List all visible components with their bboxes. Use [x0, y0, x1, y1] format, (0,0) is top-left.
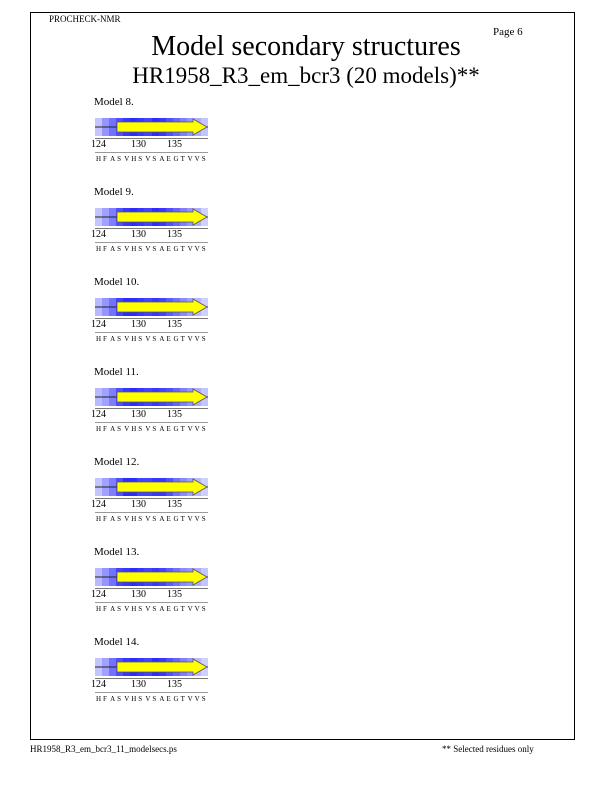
residue-letter: S	[138, 695, 143, 703]
residue-ruler	[95, 678, 208, 679]
sequence	[96, 245, 209, 253]
residue-letter: A	[159, 515, 165, 523]
residue-number: 130	[131, 229, 146, 240]
residue-letter: H	[131, 155, 137, 163]
footer-note: ** Selected residues only	[442, 744, 534, 754]
residue-letter: V	[187, 515, 193, 523]
residue-letter: H	[96, 155, 102, 163]
residue-letter: S	[201, 605, 206, 613]
model-label: Model 14.	[94, 636, 140, 648]
residue-letter: V	[194, 245, 200, 253]
residue-number: 130	[131, 319, 146, 330]
residue-letter: H	[131, 245, 137, 253]
strand-arrow	[117, 389, 207, 405]
page-title: Model secondary structures	[151, 31, 461, 62]
residue-letter: V	[145, 425, 151, 433]
residue-letter: S	[138, 425, 143, 433]
residue-letter: T	[180, 155, 185, 163]
footer-filename: HR1958_R3_em_bcr3_11_modelsecs.ps	[30, 744, 177, 754]
residue-letter: G	[173, 425, 179, 433]
beta-strand-arrow	[95, 208, 210, 226]
residue-letter: V	[145, 335, 151, 343]
residue-letter: G	[173, 155, 179, 163]
residue-ruler	[95, 318, 208, 319]
residue-letter: V	[145, 515, 151, 523]
strand-arrow	[117, 299, 207, 315]
residue-letter: S	[117, 605, 122, 613]
residue-ruler	[95, 408, 208, 409]
residue-letter: G	[173, 515, 179, 523]
model-block	[91, 546, 234, 634]
residue-letter: F	[103, 605, 107, 613]
residue-ruler	[95, 588, 208, 589]
strand-arrow	[117, 659, 207, 675]
residue-letter: A	[159, 155, 165, 163]
residue-letter: V	[124, 605, 130, 613]
residue-letter: A	[110, 335, 116, 343]
residue-number: 135	[167, 229, 182, 240]
model-label: Model 13.	[94, 546, 140, 558]
residue-letter: V	[194, 515, 200, 523]
residue-letter: S	[117, 335, 122, 343]
beta-strand-arrow	[95, 478, 210, 496]
sequence-rule	[95, 602, 208, 603]
residue-letter: H	[131, 695, 137, 703]
residue-letter: T	[180, 245, 185, 253]
residue-letter: H	[96, 425, 102, 433]
residue-letter: S	[138, 335, 143, 343]
residue-letter: V	[187, 245, 193, 253]
residue-letter: S	[201, 245, 206, 253]
residue-letter: S	[138, 605, 143, 613]
sequence	[96, 155, 209, 163]
model-block	[91, 456, 234, 544]
residue-letter: E	[166, 425, 171, 433]
residue-letter: V	[124, 245, 130, 253]
strand-arrow	[117, 479, 207, 495]
residue-letter: S	[201, 695, 206, 703]
residue-letter: S	[201, 335, 206, 343]
residue-number: 135	[167, 589, 182, 600]
residue-letter: F	[103, 155, 107, 163]
residue-number: 135	[167, 409, 182, 420]
residue-letter: V	[124, 335, 130, 343]
residue-letter: A	[110, 515, 116, 523]
page-number: Page 6	[493, 26, 523, 38]
sequence-rule	[95, 152, 208, 153]
strand-arrow	[117, 209, 207, 225]
residue-letter: S	[201, 425, 206, 433]
residue-letter: H	[96, 605, 102, 613]
residue-letter: T	[180, 605, 185, 613]
residue-letter: S	[201, 515, 206, 523]
residue-letter: S	[152, 515, 157, 523]
residue-letter: G	[173, 335, 179, 343]
residue-letter: A	[110, 425, 116, 433]
residue-letter: V	[124, 695, 130, 703]
model-block	[91, 96, 234, 184]
residue-letter: V	[194, 155, 200, 163]
residue-letter: E	[166, 155, 171, 163]
residue-letter: S	[117, 515, 122, 523]
residue-letter: V	[145, 155, 151, 163]
residue-number: 135	[167, 679, 182, 690]
residue-letter: V	[124, 155, 130, 163]
strand-arrow	[117, 569, 207, 585]
model-label: Model 8.	[94, 96, 134, 108]
residue-letter: E	[166, 335, 171, 343]
residue-ruler	[95, 138, 208, 139]
residue-letter: A	[110, 155, 116, 163]
residue-letter: H	[131, 335, 137, 343]
residue-letter: S	[152, 155, 157, 163]
model-block	[91, 366, 234, 454]
residue-letter: V	[187, 155, 193, 163]
sequence	[96, 515, 209, 523]
residue-letter: F	[103, 695, 107, 703]
residue-letter: V	[145, 245, 151, 253]
model-block	[91, 636, 234, 724]
residue-number: 124	[91, 319, 106, 330]
residue-letter: S	[201, 155, 206, 163]
residue-letter: S	[152, 605, 157, 613]
strand-arrow	[117, 119, 207, 135]
residue-letter: A	[159, 695, 165, 703]
model-label: Model 11.	[94, 366, 139, 378]
residue-letter: T	[180, 515, 185, 523]
sequence-rule	[95, 242, 208, 243]
beta-strand-arrow	[95, 388, 210, 406]
residue-letter: F	[103, 245, 107, 253]
residue-letter: S	[152, 695, 157, 703]
residue-number: 135	[167, 499, 182, 510]
residue-letter: E	[166, 245, 171, 253]
residue-letter: G	[173, 695, 179, 703]
residue-letter: S	[152, 335, 157, 343]
residue-number: 130	[131, 499, 146, 510]
residue-ruler	[95, 228, 208, 229]
residue-number: 135	[167, 139, 182, 150]
model-label: Model 12.	[94, 456, 140, 468]
sequence-rule	[95, 512, 208, 513]
residue-number: 130	[131, 589, 146, 600]
residue-number: 124	[91, 679, 106, 690]
residue-number: 124	[91, 499, 106, 510]
beta-strand-arrow	[95, 658, 210, 676]
model-block	[91, 186, 234, 274]
residue-letter: S	[117, 155, 122, 163]
residue-letter: V	[194, 425, 200, 433]
residue-letter: V	[145, 695, 151, 703]
residue-number: 124	[91, 589, 106, 600]
residue-letter: S	[117, 245, 122, 253]
residue-letter: H	[96, 515, 102, 523]
residue-letter: S	[117, 425, 122, 433]
residue-letter: T	[180, 425, 185, 433]
sequence-rule	[95, 692, 208, 693]
residue-number: 124	[91, 139, 106, 150]
residue-letter: A	[110, 245, 116, 253]
residue-letter: E	[166, 695, 171, 703]
residue-letter: E	[166, 515, 171, 523]
sequence	[96, 695, 209, 703]
residue-letter: V	[145, 605, 151, 613]
residue-letter: S	[138, 515, 143, 523]
residue-letter: F	[103, 515, 107, 523]
residue-letter: A	[159, 425, 165, 433]
sequence-rule	[95, 422, 208, 423]
sequence-rule	[95, 332, 208, 333]
residue-number: 124	[91, 229, 106, 240]
residue-letter: A	[159, 605, 165, 613]
residue-number: 135	[167, 319, 182, 330]
residue-letter: A	[110, 695, 116, 703]
residue-letter: H	[131, 515, 137, 523]
residue-letter: V	[187, 695, 193, 703]
residue-letter: A	[110, 605, 116, 613]
model-label: Model 10.	[94, 276, 140, 288]
residue-letter: A	[159, 245, 165, 253]
residue-letter: S	[117, 695, 122, 703]
residue-number: 130	[131, 139, 146, 150]
residue-letter: V	[187, 605, 193, 613]
residue-number: 130	[131, 679, 146, 690]
residue-letter: V	[194, 605, 200, 613]
residue-letter: G	[173, 605, 179, 613]
residue-letter: H	[96, 695, 102, 703]
residue-letter: V	[194, 335, 200, 343]
residue-letter: S	[152, 425, 157, 433]
residue-number: 130	[131, 409, 146, 420]
residue-letter: V	[194, 695, 200, 703]
program-label: PROCHECK-NMR	[46, 14, 124, 24]
sequence	[96, 425, 209, 433]
model-label: Model 9.	[94, 186, 134, 198]
residue-letter: T	[180, 695, 185, 703]
residue-letter: F	[103, 335, 107, 343]
model-block	[91, 276, 234, 364]
sequence	[96, 605, 209, 613]
beta-strand-arrow	[95, 118, 210, 136]
residue-letter: V	[187, 335, 193, 343]
residue-letter: H	[131, 425, 137, 433]
residue-letter: V	[124, 425, 130, 433]
sequence	[96, 335, 209, 343]
residue-letter: V	[124, 515, 130, 523]
residue-letter: S	[138, 155, 143, 163]
residue-letter: F	[103, 425, 107, 433]
residue-number: 124	[91, 409, 106, 420]
residue-letter: H	[131, 605, 137, 613]
residue-letter: G	[173, 245, 179, 253]
residue-letter: A	[159, 335, 165, 343]
residue-letter: S	[152, 245, 157, 253]
residue-letter: S	[138, 245, 143, 253]
residue-letter: V	[187, 425, 193, 433]
residue-letter: H	[96, 245, 102, 253]
beta-strand-arrow	[95, 568, 210, 586]
residue-letter: H	[96, 335, 102, 343]
residue-ruler	[95, 498, 208, 499]
page-subtitle: HR1958_R3_em_bcr3 (20 models)**	[132, 63, 480, 88]
residue-letter: E	[166, 605, 171, 613]
beta-strand-arrow	[95, 298, 210, 316]
residue-letter: T	[180, 335, 185, 343]
